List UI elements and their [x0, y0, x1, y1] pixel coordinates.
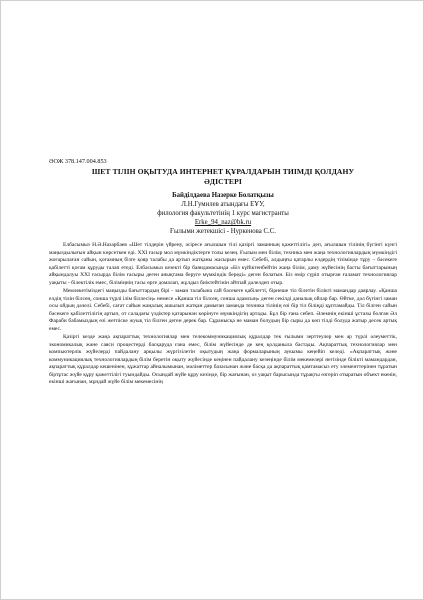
author-name: Байділдаева Назерке Болатқызы	[172, 192, 274, 199]
article-body	[49, 242, 397, 387]
author-email[interactable]: Erke_94_naz@bk.ru	[194, 219, 252, 226]
article-title	[49, 167, 397, 187]
affiliation-line-2: филология факультетінің 1 курс магистранты	[157, 210, 289, 217]
author-block	[49, 191, 397, 236]
title-line-2: ӘДІСТЕРІ	[204, 177, 242, 186]
paragraph-1: Елбасымыз Н.Ә.Назарбаев «Шет тілдерін үйрену, әсіресе ағылшын тілі қазіргі заманның қажеттілігі» деп, ағылшын тілінің бүгінгі күнгі маңыздылығын айқын көрсеткен еді. XXI ғасыр мол мүмкіндіктерге толы кезең. Ғылым мен білім, техника мен жаңа технологиялардың мүмкіндігі жоғарылаған сайын, қоғамның бізге қояр талабы да артып жатқаны жасырын емес. Себебі, алдыңғы қатарлы елдердің тізімінде тұру – бәсекеге қабілетті қоғам құруды талап етеді. Елбасымыз кезекті бір баяндамасында «Біз күйіктенбейтін жаңа білім, даму жүйесінің басты бағыттарының айқындалуы XXI ғасырда білім ғасыры деген анықтама беруге мүмкіндік береді» деген болатын. Біз өмір сүріп отырған ғаламат технологиялар уақыты - білектілік емес, біліміңнің тасы өрге домалап, жұлдыз биіктейтінін айтпай дәлелдеп отыр.	[49, 242, 397, 286]
title-line-1: ШЕТ ТІЛІН ОҚЫТУДА ИНТЕРНЕТ ҚҰРАЛДАРЫН ТИІМДІ ҚОЛДАНУ	[91, 167, 355, 176]
udk-code: ӘОЖ 378.147.004.853	[49, 158, 107, 165]
paragraph-3: Қазіргі кезде жаңа ақпараттық технологиялар мен телекоммуникациялық құралдар тек ғылыми зерттеулер мен әр түрлі әлеуметтік, экономикалық және саяси процестерді басқаруда ғана емес, білім жүйесінде де кең қолданыла бастады. Ақпараттық технологиялар мен компьютерлік жүйелерді пайдалану арқылы жүргізілетін оқытудың жаңа формаларының аукымы кеңейіп келеді. «Ақпараттық және коммуникациялық технологиялардың білім беретін оқыту жүйесінде кеңінен пайдалану кезеңінде білім мекемелері негізінде білікті мамандардан, ақпараттық құралдар кешенінен, құжаттар айналымынан, мәліметтер базасынан және басқа да ақпараттық қамтамасыз ету элементтерінен тұратын біртұтас жүйе құру қажеттілігі туындайды. Осындай жүйе құру кезінде, бір жағынан, оз уақыт барысында тұрақты өзгеріп отыратын объект екенін, екінші жағынан, мұндай жүйе білім мекемесінің	[49, 334, 397, 385]
paragraph-2: Мемлекетіміздегі маңызды бағыттардың бірі - заман талабына сай бәсекеге қабілетті, бірнеше тіл білетін білікті мамандар даярлау. «Қанша елдің тілін білсең, сонша түрлі ілім біллесің» немесе «Қанша тіл білсең, сонша адамсың» деген секілді даналық ойлар бар. Өйтке, дәл бүгінгі заман осы ойдың дәлелі. Себебі, сағат сайын жаңалық ашылып жатқан дамыған заманда техника тілінің өзі бір тіл біліңді құптамайды. Тіл білген сайын бәсекеге қабілеттілігің артып, от саладағы үздіктер қатарынан көрінуге мүмкіндігің артады. Бұл бір ғана себеп. Әлемнің екінші ұстазы болған Әл Фараби бабамыздың өзі жетпіске жуық тіл білген деген дерек бар. Сұранысқа не маман болудың бір сыры да көп тілді болуда жатыр десек артық емес.	[49, 288, 397, 332]
affiliation-line-1: Л.Н.Гумилев атындағы ЕҰУ,	[181, 201, 265, 208]
supervisor: Ғылыми жетекшісі - Нуркенова С.С.	[170, 228, 276, 235]
